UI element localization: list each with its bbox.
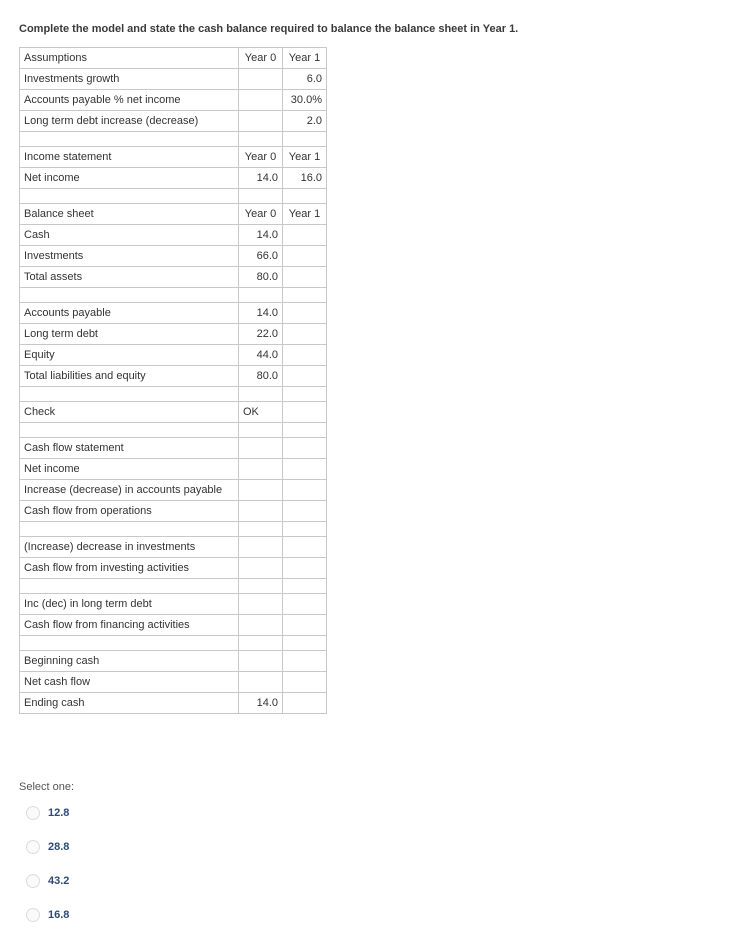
table-row bbox=[20, 693, 327, 714]
row-label: Cash flow from operations bbox=[20, 501, 239, 522]
table-row bbox=[20, 111, 327, 132]
radio-button[interactable] bbox=[26, 806, 40, 820]
check-status: OK bbox=[239, 402, 283, 423]
year1-cell bbox=[283, 366, 327, 387]
year0-cell bbox=[239, 459, 283, 480]
year0-cell bbox=[239, 501, 283, 522]
year0-cell bbox=[239, 558, 283, 579]
row-label: Accounts payable % net income bbox=[20, 90, 239, 111]
row-label: Investments growth bbox=[20, 69, 239, 90]
table-row bbox=[20, 615, 327, 636]
year1-cell bbox=[283, 651, 327, 672]
table-row bbox=[20, 672, 327, 693]
option-label[interactable]: 43.2 bbox=[48, 875, 70, 887]
table-row bbox=[20, 324, 327, 345]
table-row bbox=[20, 303, 327, 324]
table-row bbox=[20, 480, 327, 501]
year1-cell bbox=[283, 459, 327, 480]
year1-cell: 6.0 bbox=[283, 69, 327, 90]
year0-cell: 14.0 bbox=[239, 303, 283, 324]
row-label: Beginning cash bbox=[20, 651, 239, 672]
table-row bbox=[20, 459, 327, 480]
financial-model-table bbox=[19, 47, 327, 714]
year1-cell bbox=[283, 537, 327, 558]
year1-cell bbox=[283, 303, 327, 324]
table-row bbox=[20, 69, 327, 90]
year1-header: Year 1 bbox=[283, 147, 327, 168]
spacer-row bbox=[20, 288, 327, 303]
table-row bbox=[20, 225, 327, 246]
table-row bbox=[20, 90, 327, 111]
year1-cell: 16.0 bbox=[283, 168, 327, 189]
row-label: Net income bbox=[20, 168, 239, 189]
answer-option-1[interactable] bbox=[26, 805, 69, 821]
year0-cell: 14.0 bbox=[239, 225, 283, 246]
year1-cell bbox=[283, 324, 327, 345]
year1-cell: 2.0 bbox=[283, 111, 327, 132]
answer-option-4[interactable] bbox=[26, 907, 69, 923]
row-label: Net cash flow bbox=[20, 672, 239, 693]
spacer-row bbox=[20, 132, 327, 147]
year1-cell bbox=[283, 615, 327, 636]
row-label: Cash flow from financing activities bbox=[20, 615, 239, 636]
row-label: Total liabilities and equity bbox=[20, 366, 239, 387]
year0-header: Year 0 bbox=[239, 147, 283, 168]
table-row bbox=[20, 246, 327, 267]
table-row bbox=[20, 267, 327, 288]
row-label: Equity bbox=[20, 345, 239, 366]
year1-cell bbox=[283, 480, 327, 501]
table-row bbox=[20, 366, 327, 387]
row-label: Long term debt bbox=[20, 324, 239, 345]
row-label: Cash bbox=[20, 225, 239, 246]
year0-cell bbox=[239, 537, 283, 558]
table-row bbox=[20, 345, 327, 366]
year0-cell bbox=[239, 438, 283, 459]
year1-cell bbox=[283, 246, 327, 267]
year0-cell bbox=[239, 69, 283, 90]
year1-cell bbox=[283, 501, 327, 522]
row-label: Cash flow statement bbox=[20, 438, 239, 459]
spacer-row bbox=[20, 579, 327, 594]
spacer-row bbox=[20, 423, 327, 438]
year1-cell bbox=[283, 402, 327, 423]
year0-header: Year 0 bbox=[239, 204, 283, 225]
select-one-label: Select one: bbox=[19, 781, 75, 793]
row-label: Balance sheet bbox=[20, 204, 239, 225]
row-label: Cash flow from investing activities bbox=[20, 558, 239, 579]
spacer-row bbox=[20, 189, 327, 204]
year0-cell bbox=[239, 651, 283, 672]
row-label: Net income bbox=[20, 459, 239, 480]
row-label: Investments bbox=[20, 246, 239, 267]
balance-header-row bbox=[20, 204, 327, 225]
table-row bbox=[20, 594, 327, 615]
radio-button[interactable] bbox=[26, 874, 40, 888]
row-label: Check bbox=[20, 402, 239, 423]
row-label: Accounts payable bbox=[20, 303, 239, 324]
row-label: (Increase) decrease in investments bbox=[20, 537, 239, 558]
option-label[interactable]: 12.8 bbox=[48, 807, 70, 819]
year1-header: Year 1 bbox=[283, 204, 327, 225]
table-row bbox=[20, 651, 327, 672]
table-row bbox=[20, 537, 327, 558]
year0-cell: 14.0 bbox=[239, 168, 283, 189]
radio-button[interactable] bbox=[26, 840, 40, 854]
year0-cell: 44.0 bbox=[239, 345, 283, 366]
year0-header: Year 0 bbox=[239, 48, 283, 69]
income-header-row bbox=[20, 147, 327, 168]
table-row bbox=[20, 558, 327, 579]
year0-cell: 66.0 bbox=[239, 246, 283, 267]
year0-cell bbox=[239, 480, 283, 501]
year1-cell bbox=[283, 558, 327, 579]
year1-cell bbox=[283, 672, 327, 693]
year1-header: Year 1 bbox=[283, 48, 327, 69]
radio-button[interactable] bbox=[26, 908, 40, 922]
spacer-row bbox=[20, 522, 327, 537]
year1-cell bbox=[283, 594, 327, 615]
spacer-row bbox=[20, 636, 327, 651]
row-label: Ending cash bbox=[20, 693, 239, 714]
year1-cell: 30.0% bbox=[283, 90, 327, 111]
year0-cell bbox=[239, 111, 283, 132]
answer-option-2[interactable] bbox=[26, 839, 69, 855]
option-label[interactable]: 16.8 bbox=[48, 909, 70, 921]
year0-cell: 80.0 bbox=[239, 267, 283, 288]
table-row bbox=[20, 438, 327, 459]
answer-option-3[interactable] bbox=[26, 873, 69, 889]
row-label: Inc (dec) in long term debt bbox=[20, 594, 239, 615]
year1-cell bbox=[283, 438, 327, 459]
table-row bbox=[20, 501, 327, 522]
assumptions-header-row bbox=[20, 48, 327, 69]
year0-cell bbox=[239, 672, 283, 693]
spacer-row bbox=[20, 387, 327, 402]
year1-cell bbox=[283, 267, 327, 288]
year0-cell: 80.0 bbox=[239, 366, 283, 387]
year1-cell bbox=[283, 345, 327, 366]
question-text: Complete the model and state the cash balance required to balance the balance sheet in Year 1. bbox=[19, 23, 519, 35]
year0-cell: 22.0 bbox=[239, 324, 283, 345]
check-row bbox=[20, 402, 327, 423]
row-label: Assumptions bbox=[20, 48, 239, 69]
year0-cell bbox=[239, 615, 283, 636]
row-label: Long term debt increase (decrease) bbox=[20, 111, 239, 132]
table-row bbox=[20, 168, 327, 189]
year1-cell bbox=[283, 225, 327, 246]
row-label: Income statement bbox=[20, 147, 239, 168]
row-label: Total assets bbox=[20, 267, 239, 288]
year1-cell bbox=[283, 693, 327, 714]
option-label[interactable]: 28.8 bbox=[48, 841, 70, 853]
year0-cell: 14.0 bbox=[239, 693, 283, 714]
row-label: Increase (decrease) in accounts payable bbox=[20, 480, 239, 501]
year0-cell bbox=[239, 90, 283, 111]
year0-cell bbox=[239, 594, 283, 615]
